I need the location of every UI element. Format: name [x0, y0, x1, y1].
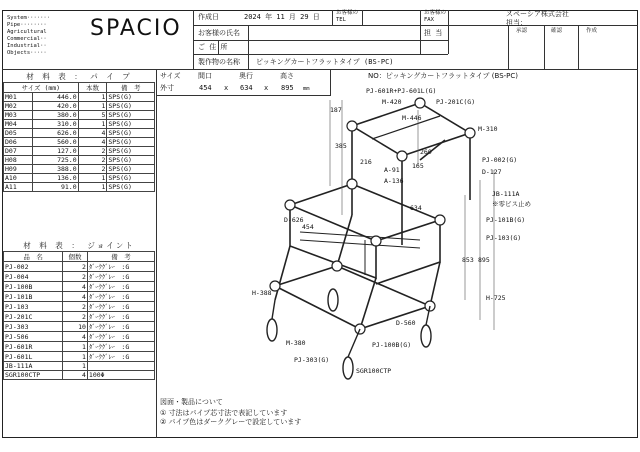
pipe-table-row: [4, 138, 155, 147]
joint-table-row: [4, 292, 155, 302]
dim-385: 385: [335, 142, 347, 150]
h725-label: H-725: [486, 294, 506, 302]
pipe-count: 1: [78, 93, 107, 102]
joint-name: PJ-004: [4, 272, 63, 282]
pipe-header-note: 備 考: [107, 83, 155, 93]
dim-165: 165: [412, 162, 424, 170]
joint-count: 4: [63, 371, 88, 380]
d127-label: D-127: [482, 168, 502, 176]
joint-count: 2: [63, 272, 88, 282]
pj303-label: PJ-303(G): [294, 356, 330, 364]
joint-count: 2: [63, 302, 88, 312]
pipe-count: 1: [78, 183, 107, 192]
note-line: ② パイプ色はダークグレーで設定しています: [160, 418, 302, 426]
pipe-length: 446.0: [33, 93, 78, 102]
pipe-length: 136.0: [33, 174, 78, 183]
dim-634: 634: [410, 204, 422, 212]
pipe-note: SPS(G): [107, 147, 155, 156]
cart-isometric-drawing: [156, 80, 636, 390]
depth-value: 634: [240, 84, 253, 92]
date-label: 作成日: [198, 13, 219, 21]
dim-895: 895: [478, 256, 490, 264]
pj002-label: PJ-002(G): [482, 156, 518, 164]
height-value: 895: [281, 84, 294, 92]
pipe-note: SPS(G): [107, 102, 155, 111]
times-sign: x: [224, 84, 229, 92]
pj201c-label: PJ-201C(G): [436, 98, 476, 106]
pipe-length: 388.0: [33, 165, 78, 174]
pj103-label: PJ-103(G): [486, 234, 522, 242]
joint-note: [87, 362, 154, 371]
company-person: 担当：: [506, 19, 527, 27]
screw-note: ※零ビス止め: [492, 200, 531, 208]
pipe-note: SPS(G): [107, 174, 155, 183]
joint-name: PJ-201C: [4, 312, 63, 322]
joint-table-row: [4, 282, 155, 292]
pipe-table-row: [4, 120, 155, 129]
pipe-length: 725.0: [33, 156, 78, 165]
joint-header-count: 個数: [63, 252, 88, 262]
category-item: Objects·····: [7, 50, 47, 56]
a136-label: A-136: [384, 177, 404, 185]
dim-260: 260: [420, 148, 432, 156]
pipe-code: H09: [4, 165, 33, 174]
pj101b-label: PJ-101B(G): [486, 216, 526, 224]
pipe-count: 2: [78, 165, 107, 174]
outer-size-label: 外寸: [160, 84, 174, 92]
d626-label: D-626: [284, 216, 304, 224]
joint-table-row: [4, 362, 155, 371]
size-label: サイズ: [160, 72, 181, 80]
m380-label: M-380: [286, 339, 306, 347]
pipe-table-row: [4, 129, 155, 138]
joint-header-note: 備 考: [87, 252, 154, 262]
pipe-length: 127.0: [33, 147, 78, 156]
pipe-code: D07: [4, 147, 33, 156]
joint-table-row: [4, 371, 155, 380]
tel-label: お客様の TEL: [336, 10, 359, 23]
pipe-length: 420.0: [33, 102, 78, 111]
joint-table-row: [4, 352, 155, 362]
pipe-table-row: [4, 165, 155, 174]
joint-count: 4: [63, 282, 88, 292]
category-item: Agricultural: [7, 29, 47, 35]
joint-name: PJ-506: [4, 332, 63, 342]
joint-note: ﾀﾞｰｸｸﾞﾚｰ :G: [87, 332, 154, 342]
pipe-header-count: 本数: [78, 83, 107, 93]
pipe-table-row: [4, 147, 155, 156]
pipe-header-size: サイズ (mm): [4, 83, 79, 93]
dim-187: 187: [330, 106, 342, 114]
unit-label: mm: [303, 86, 310, 92]
joint-note: ﾀﾞｰｸｸﾞﾚｰ :G: [87, 342, 154, 352]
customer-name-label: お客様の氏名: [198, 29, 240, 37]
pipe-code: D06: [4, 138, 33, 147]
check-label: 確認: [551, 28, 563, 34]
pipe-table-title: 材 料 表 ： パ イ プ: [26, 72, 132, 81]
joint-note: ﾀﾞｰｸｸﾞﾚｰ :G: [87, 272, 154, 282]
dim-454: 454: [302, 223, 314, 231]
m310-label: M-310: [478, 125, 498, 133]
m446-label: M-446: [402, 114, 422, 122]
joint-count: 4: [63, 292, 88, 302]
pipe-count: 4: [78, 129, 107, 138]
pipe-count: 1: [78, 174, 107, 183]
pipe-table-row: [4, 174, 155, 183]
height-label: 高さ: [280, 72, 294, 80]
dim-216: 216: [360, 158, 372, 166]
joint-note: ﾀﾞｰｸｸﾞﾚｰ :G: [87, 282, 154, 292]
joint-table-row: [4, 342, 155, 352]
pipe-length: 380.0: [33, 111, 78, 120]
joint-count: 1: [63, 362, 88, 371]
category-list: [7, 15, 50, 57]
h388-label: H-388: [252, 289, 272, 297]
joint-table-row: [4, 272, 155, 282]
joint-table-row: [4, 312, 155, 322]
product-name-label: 製作物の名称: [198, 58, 240, 66]
pipe-note: SPS(G): [107, 138, 155, 147]
width-value: 454: [199, 84, 212, 92]
joint-material-table: [3, 240, 155, 380]
joint-note: ﾀﾞｰｸｸﾞﾚｰ :G: [87, 262, 154, 272]
note-line: ① 寸法はパイプ芯寸法で表記しています: [160, 409, 288, 417]
drawing-title: NO：ピッキングカートフラットタイプ (BS-PC): [368, 72, 518, 80]
pipe-code: M04: [4, 120, 33, 129]
joint-table-row: [4, 302, 155, 312]
joint-note: 100Φ: [87, 371, 154, 380]
dim-853: 853: [462, 256, 474, 264]
pipe-note: SPS(G): [107, 120, 155, 129]
pipe-material-table: [3, 71, 155, 192]
pipe-code: M03: [4, 111, 33, 120]
pipe-note: SPS(G): [107, 111, 155, 120]
approval-label: 承認: [516, 28, 528, 34]
pipe-table-row: [4, 183, 155, 192]
joint-name: PJ-101B: [4, 292, 63, 302]
joint-note: ﾀﾞｰｸｸﾞﾚｰ :G: [87, 352, 154, 362]
pipe-count: 5: [78, 111, 107, 120]
pipe-table-row: [4, 93, 155, 102]
pipe-table-row: [4, 111, 155, 120]
a91-label: A-91: [384, 166, 400, 174]
depth-label: 奥行: [239, 72, 253, 80]
address-label: ご 住 所: [198, 43, 228, 51]
pj601-label: PJ-601R+PJ-601L(G): [366, 87, 437, 95]
pipe-count: 1: [78, 120, 107, 129]
joint-name: PJ-103: [4, 302, 63, 312]
pipe-length: 626.0: [33, 129, 78, 138]
joint-count: 4: [63, 332, 88, 342]
m420-label: M-420: [382, 98, 402, 106]
pipe-code: A10: [4, 174, 33, 183]
pipe-count: 2: [78, 156, 107, 165]
joint-note: ﾀﾞｰｸｸﾞﾚｰ :G: [87, 302, 154, 312]
joint-name: PJ-303: [4, 322, 63, 332]
category-item: Commercial··: [7, 36, 47, 42]
pipe-code: A11: [4, 183, 33, 192]
create-label: 作成: [586, 28, 598, 34]
times-sign: x: [264, 84, 269, 92]
joint-count: 10: [63, 322, 88, 332]
pj100b-label: PJ-100B(G): [372, 341, 412, 349]
pipe-code: D05: [4, 129, 33, 138]
spacio-logo: SPACIO: [90, 16, 182, 41]
pipe-length: 310.0: [33, 120, 78, 129]
pipe-note: SPS(G): [107, 165, 155, 174]
product-name-value: ピッキングカートフラットタイプ (BS-PC): [256, 58, 394, 66]
pipe-note: SPS(G): [107, 156, 155, 165]
joint-name: PJ-601L: [4, 352, 63, 362]
joint-table-row: [4, 262, 155, 272]
d560-label: D-560: [396, 319, 416, 327]
joint-note: ﾀﾞｰｸｸﾞﾚｰ :G: [87, 312, 154, 322]
date-value: 2024 年 11 月 29 日: [244, 13, 320, 21]
company-name: スペーシア株式会社: [506, 10, 569, 18]
pipe-table-row: [4, 102, 155, 111]
joint-table-row: [4, 322, 155, 332]
pipe-table-row: [4, 156, 155, 165]
joint-table-title: 材 料 表 ： ジョイント: [23, 241, 135, 250]
pipe-note: SPS(G): [107, 183, 155, 192]
joint-name: PJ-601R: [4, 342, 63, 352]
tanto-label: 担 当: [424, 29, 443, 37]
pipe-code: M02: [4, 102, 33, 111]
pipe-count: 4: [78, 138, 107, 147]
pipe-code: H08: [4, 156, 33, 165]
joint-note: ﾀﾞｰｸｸﾞﾚｰ :G: [87, 292, 154, 302]
joint-count: 2: [63, 262, 88, 272]
pipe-code: M01: [4, 93, 33, 102]
jb111a-label: JB-111A: [492, 190, 520, 198]
category-item: Pipe········: [7, 22, 47, 28]
joint-name: PJ-002: [4, 262, 63, 272]
joint-note: ﾀﾞｰｸｸﾞﾚｰ :G: [87, 322, 154, 332]
joint-header-name: 品 名: [4, 252, 63, 262]
joint-count: 1: [63, 352, 88, 362]
joint-name: PJ-100B: [4, 282, 63, 292]
category-item: Industrial··: [7, 43, 47, 49]
pipe-length: 560.0: [33, 138, 78, 147]
joint-name: SGR100CTP: [4, 371, 63, 380]
width-label: 間口: [198, 72, 212, 80]
joint-name: JB-111A: [4, 362, 63, 371]
category-item: System·······: [7, 15, 51, 21]
sgr-label: SGR100CTP: [356, 367, 392, 375]
joint-table-row: [4, 332, 155, 342]
pipe-length: 91.0: [33, 183, 78, 192]
pipe-note: SPS(G): [107, 93, 155, 102]
pipe-count: 1: [78, 102, 107, 111]
joint-count: 2: [63, 312, 88, 322]
notes-title: 図面・製品について: [160, 398, 223, 406]
pipe-note: SPS(G): [107, 129, 155, 138]
joint-count: 1: [63, 342, 88, 352]
pipe-count: 2: [78, 147, 107, 156]
fax-label: お客様の FAX: [424, 10, 447, 23]
